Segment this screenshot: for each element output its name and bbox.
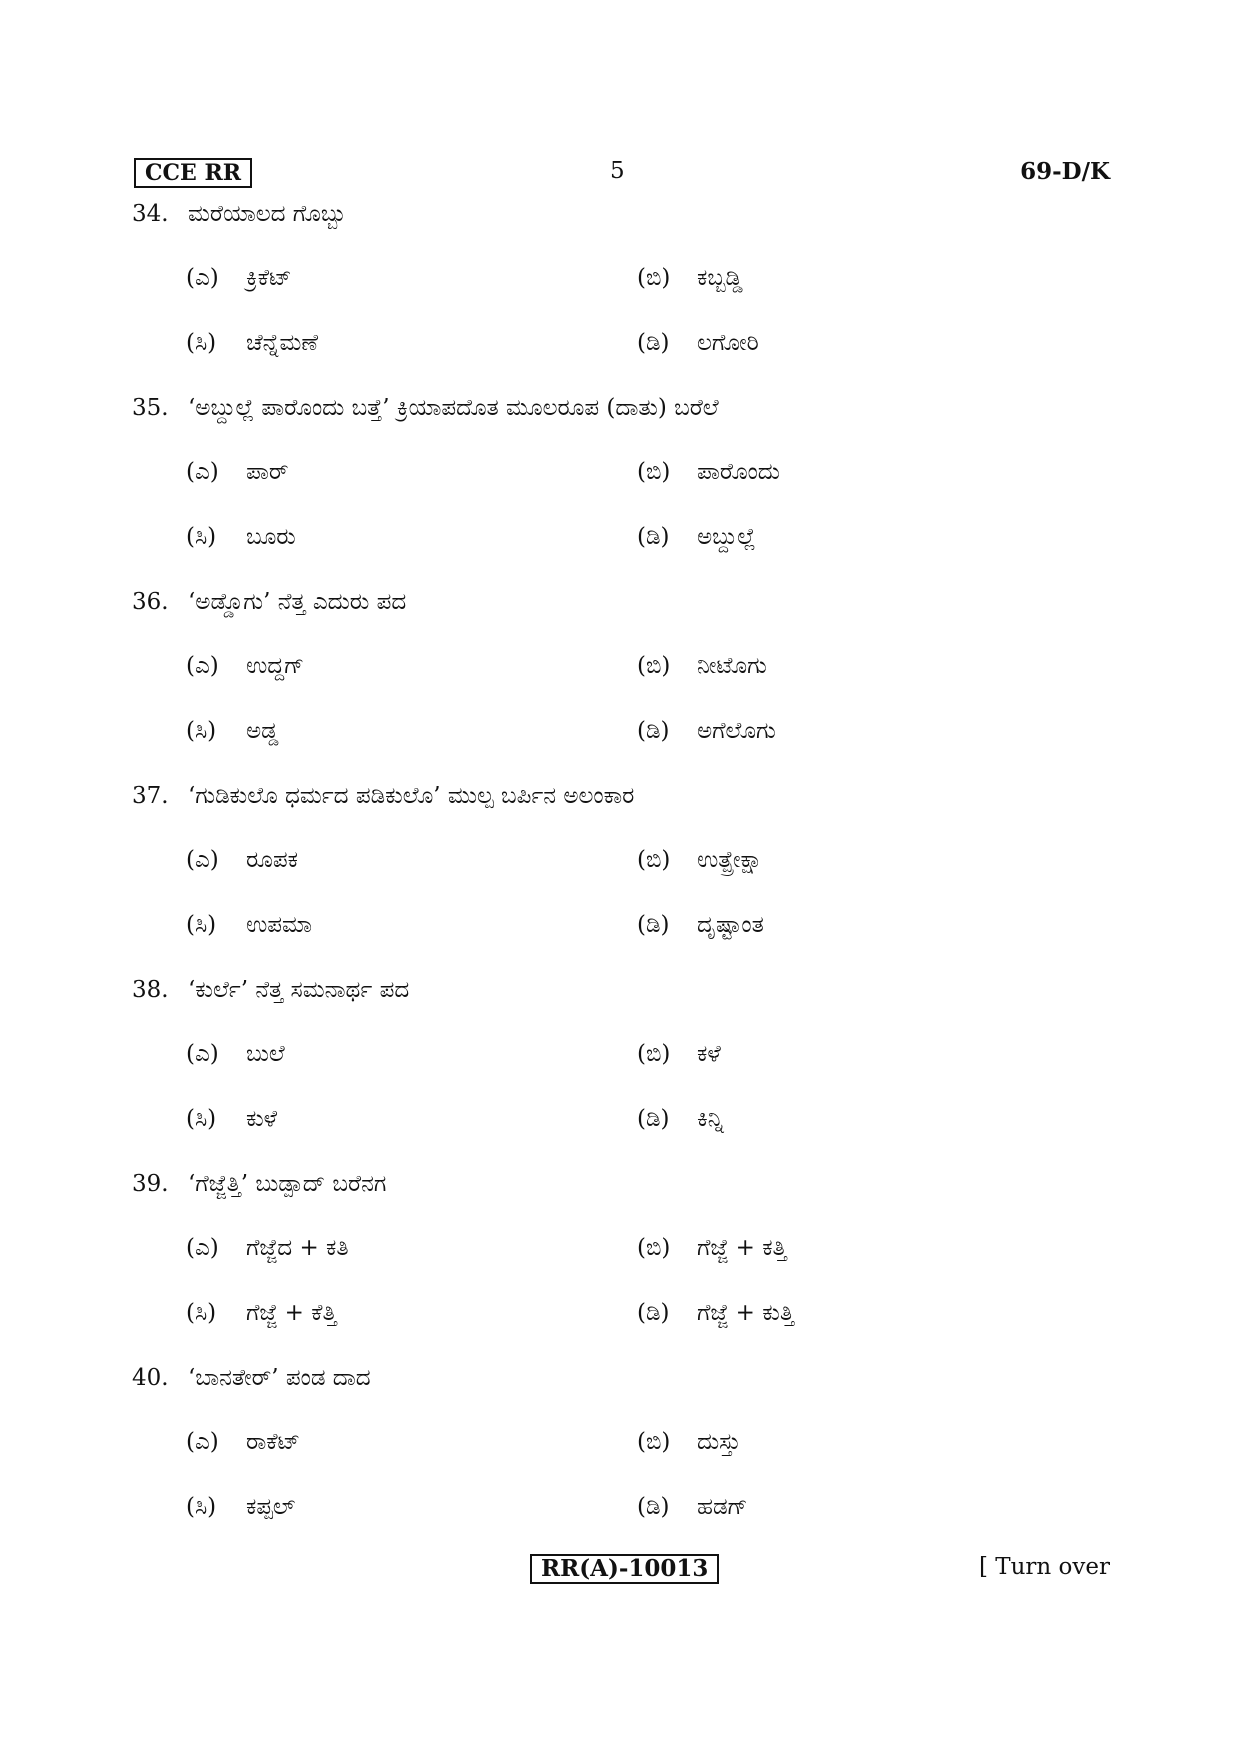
option-d xyxy=(637,1295,794,1331)
question-item xyxy=(132,390,1112,584)
option-text: ರೂಪಕ xyxy=(246,847,298,873)
option-text: ಗೆಜ್ಜೆದ + ಕತಿ xyxy=(246,1235,349,1261)
option-label: (ಡಿ) xyxy=(637,718,670,744)
page-footer xyxy=(134,1554,1110,1586)
option-text: ಬುಲೆ xyxy=(246,1041,285,1067)
option-c xyxy=(186,907,312,943)
option-label: (ಎ) xyxy=(186,1429,219,1455)
turn-over-note: [ Turn over xyxy=(978,1554,1110,1580)
option-c xyxy=(186,325,318,361)
option-label: (ಸಿ) xyxy=(186,330,217,356)
option-text: ಪಾರ್ xyxy=(246,459,289,485)
option-label: (ಸಿ) xyxy=(186,718,217,744)
option-label: (ಎ) xyxy=(186,459,219,485)
option-c xyxy=(186,1489,295,1525)
question-item xyxy=(132,972,1112,1166)
option-d xyxy=(637,519,756,555)
option-c xyxy=(186,1295,337,1331)
option-label: (ಬಿ) xyxy=(637,459,671,485)
option-text: ಹಡಗ್ xyxy=(697,1494,748,1520)
option-text: ರಾಕೆಟ್ xyxy=(246,1429,301,1455)
option-b xyxy=(637,1036,721,1072)
option-label: (ಸಿ) xyxy=(186,1106,217,1132)
option-label: (ಸಿ) xyxy=(186,912,217,938)
option-label: (ಸಿ) xyxy=(186,524,217,550)
option-c xyxy=(186,519,296,555)
option-text: ಉತ್ಪ್ರೇಕ್ಷಾ xyxy=(697,847,763,873)
question-number: 35. xyxy=(132,395,169,421)
option-label: (ಎ) xyxy=(186,265,219,291)
option-text: ಅಗೆಲೊಗು xyxy=(697,718,776,744)
option-d xyxy=(637,1489,748,1525)
option-text: ಗೆಜ್ಜೆ + ಕೆತ್ತಿ xyxy=(246,1300,337,1326)
question-number: 40. xyxy=(132,1365,169,1391)
option-a xyxy=(186,1036,285,1072)
question-item xyxy=(132,778,1112,972)
option-a xyxy=(186,1424,300,1460)
page-header xyxy=(134,156,1110,188)
option-label: (ಡಿ) xyxy=(637,1494,670,1520)
option-b xyxy=(637,454,780,490)
page-number: 5 xyxy=(610,158,625,184)
option-label: (ಎ) xyxy=(186,653,219,679)
question-list xyxy=(132,196,1112,1554)
option-b xyxy=(637,260,743,296)
option-label: (ಡಿ) xyxy=(637,1300,670,1326)
option-c xyxy=(186,713,278,749)
option-text: ಕ್ರಿಕೆಟ್ xyxy=(246,265,292,291)
option-b xyxy=(637,1230,787,1266)
option-label: (ಬಿ) xyxy=(637,1041,671,1067)
option-label: (ಸಿ) xyxy=(186,1494,217,1520)
question-text: ‘ಅಡ್ಡೊಗು’ ನೆತ್ತ ಎದುರು ಪದ xyxy=(188,589,407,615)
option-label: (ಬಿ) xyxy=(637,653,671,679)
option-b xyxy=(637,1424,741,1460)
option-label: (ಬಿ) xyxy=(637,1429,671,1455)
question-text: ‘ಅಬ್ದುಲ್ಲೆ ಪಾರೊಂದು ಬತ್ತೆ’ ಕ್ರಿಯಾಪದೊತ ಮೂಲರೂಪ (ದಾತು) ಬರೆಲೆ xyxy=(188,395,719,421)
option-text: ನೀಟೊಗು xyxy=(697,653,767,679)
option-text: ಕಳೆ xyxy=(697,1041,721,1067)
option-text: ಪಾರೊಂದು xyxy=(697,459,780,485)
option-d xyxy=(637,907,764,943)
question-text: ‘ಗುಡಿಕುಲೊ ಧರ್ಮದ ಪಡಿಕುಲೊ’ ಮುಲ್ಪ ಬರ್ಪಿನ ಅಲಂಕಾರ xyxy=(188,783,635,809)
paper-reference-badge: RR(A)-10013 xyxy=(530,1554,719,1584)
option-c xyxy=(186,1101,277,1137)
option-a xyxy=(186,842,298,878)
option-a xyxy=(186,1230,349,1266)
question-text: ‘ಬಾನತೇರ್’ ಪಂಡ ದಾದ xyxy=(188,1365,371,1391)
option-text: ಅಬ್ದುಲ್ಲೆ xyxy=(697,524,756,550)
option-b xyxy=(637,648,767,684)
option-label: (ಬಿ) xyxy=(637,1235,671,1261)
question-text: ‘ಗೆಜ್ಜೆತ್ತಿ’ ಬುಡ್ಪಾದ್ ಬರೆನಗ xyxy=(188,1171,387,1197)
option-label: (ಬಿ) xyxy=(637,265,671,291)
question-number: 34. xyxy=(132,201,169,227)
option-text: ಕಬ್ಬಡ್ಡಿ xyxy=(697,265,743,291)
option-text: ಅಡ್ಡ xyxy=(246,718,279,744)
option-d xyxy=(637,1101,724,1137)
option-label: (ಎ) xyxy=(186,1041,219,1067)
question-number: 38. xyxy=(132,977,169,1003)
question-item xyxy=(132,584,1112,778)
exam-code-badge: CCE RR xyxy=(134,158,252,188)
option-text: ಬೂರು xyxy=(246,524,296,550)
option-text: ಉದ್ದಗ್ xyxy=(246,653,305,679)
question-item xyxy=(132,196,1112,390)
option-label: (ಡಿ) xyxy=(637,912,670,938)
option-label: (ಡಿ) xyxy=(637,524,670,550)
option-label: (ಡಿ) xyxy=(637,330,670,356)
question-text: ‘ಕುರ್ಲೆ’ ನೆತ್ತ ಸಮನಾರ್ಥ ಪದ xyxy=(188,977,410,1003)
option-label: (ಎ) xyxy=(186,847,219,873)
option-text: ದುಸ್ತು xyxy=(697,1429,741,1455)
option-b xyxy=(637,842,763,878)
option-d xyxy=(637,713,776,749)
option-text: ಕುಳೆ xyxy=(246,1106,278,1132)
question-item xyxy=(132,1360,1112,1554)
option-label: (ಬಿ) xyxy=(637,847,671,873)
option-a xyxy=(186,648,304,684)
question-item xyxy=(132,1166,1112,1360)
question-text: ಮರೆಯಾಲದ ಗೊಬ್ಬು xyxy=(188,201,347,227)
option-text: ಉಪಮಾ xyxy=(246,912,313,938)
option-text: ಕಪ್ಪಲ್ xyxy=(246,1494,296,1520)
option-d xyxy=(637,325,759,361)
option-text: ದೃಷ್ಟಾಂತ xyxy=(697,912,764,938)
paper-code: 69-D/K xyxy=(1020,158,1110,185)
option-text: ಗೆಜ್ಜೆ + ಕತ್ತಿ xyxy=(697,1235,787,1261)
question-number: 37. xyxy=(132,783,169,809)
option-a xyxy=(186,454,288,490)
option-label: (ಸಿ) xyxy=(186,1300,217,1326)
question-number: 36. xyxy=(132,589,169,615)
option-a xyxy=(186,260,292,296)
question-number: 39. xyxy=(132,1171,169,1197)
option-text: ಕಿನ್ನಿ xyxy=(697,1106,724,1132)
option-label: (ಡಿ) xyxy=(637,1106,670,1132)
option-text: ಲಗೋರಿ xyxy=(697,330,759,356)
option-text: ಚೆನ್ನೆಮಣೆ xyxy=(246,330,319,356)
option-label: (ಎ) xyxy=(186,1235,219,1261)
option-text: ಗೆಜ್ಜೆ + ಕುತ್ತಿ xyxy=(697,1300,795,1326)
